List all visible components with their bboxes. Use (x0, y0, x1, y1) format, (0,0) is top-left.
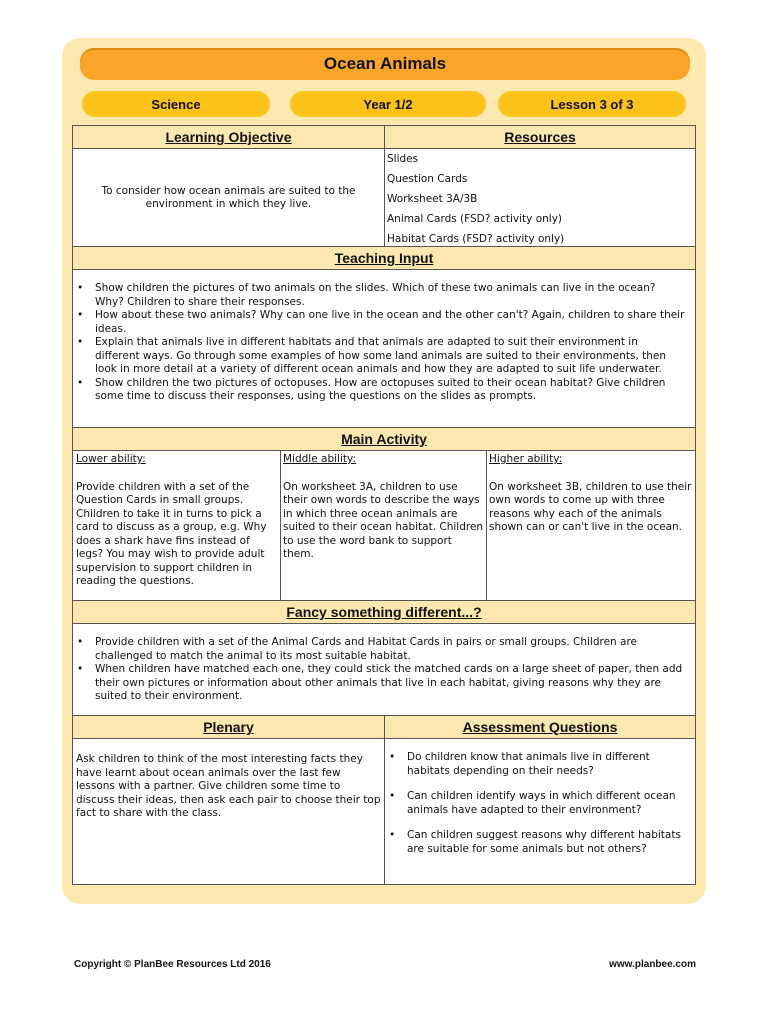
objective-text: To consider how ocean animals are suited to the environment in which they live. (73, 149, 385, 247)
middle-ability-text: On worksheet 3A, children to use their own words to describe the ways in which three ocean animals are suited to their ocean habitat. Children to use the word bank to support them. (283, 480, 484, 560)
resource-item: Question Cards (387, 173, 468, 185)
fancy-bullet: • Provide children with a set of the Animal Cards and Habitat Cards in pairs or small groups. Children are challenged to match the animal to its most suitable habitat. (95, 636, 685, 663)
lower-ability-label: Lower ability: (76, 453, 146, 465)
fancy-heading: Fancy something different...? (73, 601, 695, 624)
plenary-text: Ask children to think of the most interesting facts they have learnt about ocean animals over the last few lessons with a partner. Give children some time to discuss their ideas, then ask each pair to choose their top fact to share with the class. (73, 739, 385, 885)
fancy-list (73, 624, 695, 704)
resource-item: Habitat Cards (FSD? activity only) (387, 233, 565, 245)
teaching-bullet: • Show children the two pictures of octopuses. How are octopuses suited to their ocean habitat? Give children some time to discuss their responses, using the questions on the slides as prompts. (95, 377, 685, 404)
teaching-bullet: • Show children the pictures of two animals on the slides. Which of these two animals can live in the ocean? Why? Children to share their responses. (95, 282, 685, 309)
subject-pill: Science (82, 91, 270, 117)
fancy-bullet: • When children have matched each one, they could stick the matched cards on a large sheet of paper, then add their own pictures or information about other animals that live in each habitat, giving reasons why they are suited to their environment. (95, 663, 685, 704)
higher-ability-label: Higher ability: (489, 453, 563, 465)
resources-heading: Resources (385, 126, 695, 148)
higher-ability-cell (487, 451, 695, 601)
page-title: Ocean Animals (80, 48, 690, 80)
lower-ability-cell (73, 451, 281, 601)
teaching-list (73, 270, 695, 404)
lesson-pill: Lesson 3 of 3 (498, 91, 686, 117)
assessment-bullet: • Do children know that animals live in different habitats depending on their needs? (407, 751, 685, 778)
objective-heading: Learning Objective (73, 126, 385, 148)
plenary-assessment-table (72, 715, 696, 885)
higher-ability-text: On worksheet 3B, children to use their own words to come up with three reasons why each of the animals shown can or can't live in the ocean. (489, 480, 692, 533)
teaching-heading: Teaching Input (73, 247, 695, 270)
website-link[interactable]: www.planbee.com (609, 959, 696, 970)
teaching-input-section (72, 246, 696, 428)
teaching-bullet: • Explain that animals live in different habitats and that animals are adapted to suit their environment in different ways. Go through some examples of how some land animals are suited to their environments, then look in more detail at a variety of different ocean animals and how they are adapted to suit life underwater. (95, 336, 685, 377)
main-activity-section (72, 427, 696, 601)
assessment-heading: Assessment Questions (385, 716, 695, 738)
resources-list (385, 149, 695, 247)
lower-ability-text: Provide children with a set of the Question Cards in small groups. Children to take it in turns to pick a card to discuss as a group, e.g. Why does a shark have fins instead of legs? You may wish to provide adult supervision to support children in reading the questions. (76, 480, 267, 587)
assessment-list (385, 739, 695, 885)
objective-resources-table (72, 125, 696, 247)
main-heading: Main Activity (73, 428, 695, 451)
middle-ability-label: Middle ability: (283, 453, 356, 465)
plenary-heading: Plenary (73, 716, 385, 738)
fancy-section (72, 600, 696, 716)
year-pill: Year 1/2 (290, 91, 486, 117)
resource-item: Animal Cards (FSD? activity only) (387, 213, 563, 225)
assessment-bullet: • Can children suggest reasons why different habitats are suitable for some animals but not others? (407, 829, 685, 856)
resource-item: Slides (387, 153, 419, 165)
copyright-text: Copyright © PlanBee Resources Ltd 2016 (74, 959, 271, 970)
middle-ability-cell (281, 451, 487, 601)
assessment-bullet: • Can children identify ways in which different ocean animals have adapted to their environment? (407, 790, 685, 817)
teaching-bullet: • How about these two animals? Why can one live in the ocean and the other can't? Again, children to share their ideas. (95, 309, 685, 336)
resource-item: Worksheet 3A/3B (387, 193, 478, 205)
